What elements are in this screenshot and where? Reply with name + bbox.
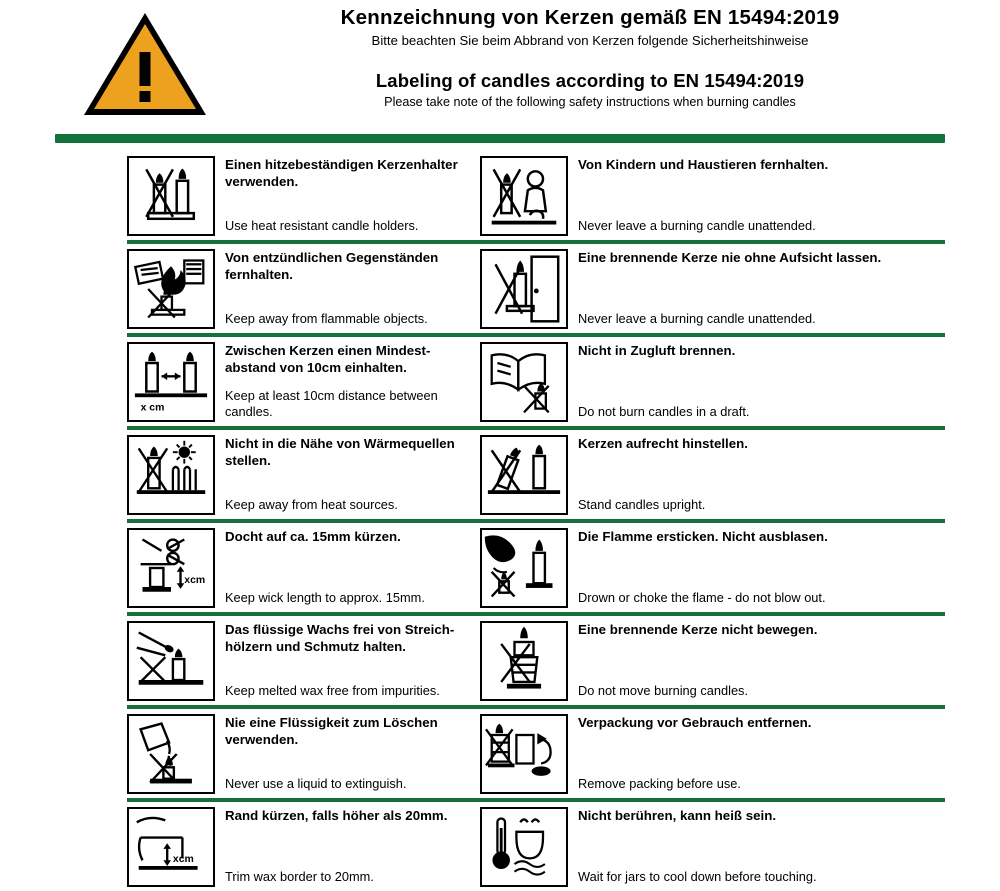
instruction-de: Von entzündlichen Gegenständen fernhalten. <box>225 250 439 282</box>
do-not-move-candle-icon <box>480 621 568 701</box>
instruction-row <box>0 616 1000 705</box>
instruction-item <box>0 249 470 329</box>
instruction-en: Never use a liquid to extinguish. <box>225 775 407 791</box>
header-divider <box>55 134 945 143</box>
svg-text:xcm: xcm <box>184 575 206 587</box>
instruction-texts <box>568 528 1000 608</box>
trim-wick-icon <box>127 528 215 608</box>
instruction-de: Rand kürzen, falls höher als 20mm. <box>225 808 448 823</box>
svg-text:xcm: xcm <box>172 854 194 866</box>
instructions-list <box>0 149 1000 891</box>
instruction-de: Nicht berühren, kann heiß sein. <box>578 808 777 823</box>
instruction-texts <box>568 249 1000 329</box>
instruction-texts <box>215 156 470 236</box>
clean-wax-icon <box>127 621 215 701</box>
instruction-de: Das flüssige Wachs frei von Streich-hölzern und Schmutz halten. <box>225 622 455 654</box>
heat-source-icon <box>127 435 215 515</box>
instruction-row <box>0 151 1000 240</box>
upright-candle-icon <box>480 435 568 515</box>
instruction-en: Never leave a burning candle unattended. <box>578 310 816 326</box>
header-text <box>290 6 1000 110</box>
remove-packaging-icon <box>480 714 568 794</box>
instruction-en: Never leave a burning candle unattended. <box>578 217 816 233</box>
instruction-en: Remove packing before use. <box>578 775 741 791</box>
instruction-de: Nicht in die Nähe von Wärmequellen stellen. <box>225 436 455 468</box>
instruction-item <box>0 714 470 794</box>
instruction-en: Do not move burning candles. <box>578 682 749 698</box>
instruction-item <box>0 435 470 515</box>
title-de: Kennzeichnung von Kerzen gemäß EN 15494:2019 <box>340 6 840 29</box>
instruction-de: Die Flamme ersticken. Nicht ausblasen. <box>578 529 828 544</box>
instruction-en: Trim wax border to 20mm. <box>225 868 374 884</box>
instruction-row <box>0 244 1000 333</box>
instruction-item <box>0 621 470 701</box>
instruction-item <box>470 528 1000 608</box>
instruction-texts <box>568 621 1000 701</box>
instruction-texts <box>215 249 470 329</box>
instruction-de: Nicht in Zugluft brennen. <box>578 343 736 358</box>
instruction-item <box>0 342 470 422</box>
instruction-de: Einen hitzebeständigen Kerzenhalter verwenden. <box>225 157 458 189</box>
instruction-de: Von Kindern und Haustieren fernhalten. <box>578 157 829 172</box>
instruction-row <box>0 430 1000 519</box>
hot-jar-icon <box>480 807 568 887</box>
instruction-row <box>0 802 1000 891</box>
instruction-item <box>0 807 470 887</box>
instruction-row <box>0 709 1000 798</box>
unattended-candle-icon <box>480 249 568 329</box>
instruction-item <box>470 342 1000 422</box>
instruction-texts <box>568 714 1000 794</box>
warning-sign-container <box>0 6 290 120</box>
instruction-texts <box>215 621 470 701</box>
instruction-item <box>470 435 1000 515</box>
instruction-de: Eine brennende Kerze nie ohne Aufsicht lassen. <box>578 250 882 265</box>
instruction-en: Keep away from heat sources. <box>225 496 398 512</box>
instruction-row <box>0 337 1000 426</box>
candle-holder-icon <box>127 156 215 236</box>
instruction-en: Keep wick length to approx. 15mm. <box>225 589 425 605</box>
instruction-en: Stand candles upright. <box>578 496 706 512</box>
instruction-de: Kerzen aufrecht hinstellen. <box>578 436 748 451</box>
candle-distance-icon <box>127 342 215 422</box>
instruction-item <box>470 621 1000 701</box>
instruction-de: Zwischen Kerzen einen Mindest-abstand von 10cm einhalten. <box>225 343 431 375</box>
title-en: Labeling of candles according to EN 15494:2019 <box>375 70 805 92</box>
instruction-item <box>470 807 1000 887</box>
instruction-en: Keep away from flammable objects. <box>225 310 428 326</box>
flammable-objects-icon <box>127 249 215 329</box>
instruction-texts <box>215 807 470 887</box>
instruction-de: Verpackung vor Gebrauch entfernen. <box>578 715 812 730</box>
instruction-item <box>470 714 1000 794</box>
instruction-texts <box>215 435 470 515</box>
children-pets-icon <box>480 156 568 236</box>
instruction-de: Nie eine Flüssigkeit zum Löschen verwenden. <box>225 715 438 747</box>
draft-icon <box>480 342 568 422</box>
instruction-texts <box>568 435 1000 515</box>
instruction-en: Keep melted wax free from impurities. <box>225 682 440 698</box>
svg-text:x cm: x cm <box>140 402 165 414</box>
instruction-texts <box>568 342 1000 422</box>
instruction-texts <box>568 156 1000 236</box>
instruction-row <box>0 523 1000 612</box>
instruction-texts <box>568 807 1000 887</box>
warning-triangle-exclamation-icon <box>81 8 209 120</box>
instruction-en: Wait for jars to cool down before touching. <box>578 868 817 884</box>
instruction-en: Use heat resistant candle holders. <box>225 217 419 233</box>
extinguish-flame-icon <box>480 528 568 608</box>
instruction-item <box>0 528 470 608</box>
instruction-texts <box>215 342 470 422</box>
trim-wax-border-icon <box>127 807 215 887</box>
instruction-en: Keep at least 10cm distance between candles. <box>225 387 438 419</box>
instruction-de: Eine brennende Kerze nicht bewegen. <box>578 622 818 637</box>
instruction-texts <box>215 714 470 794</box>
instruction-item <box>0 156 470 236</box>
instruction-item <box>470 156 1000 236</box>
instruction-de: Docht auf ca. 15mm kürzen. <box>225 529 401 544</box>
instruction-en: Do not burn candles in a draft. <box>578 403 750 419</box>
instruction-texts <box>215 528 470 608</box>
subtitle-en: Please take note of the following safety instructions when burning candles <box>384 94 796 109</box>
header <box>0 0 1000 120</box>
instruction-en: Drown or choke the flame - do not blow out. <box>578 589 826 605</box>
no-liquid-icon <box>127 714 215 794</box>
subtitle-de: Bitte beachten Sie beim Abbrand von Kerzen folgende Sicherheitshinweise <box>371 32 809 48</box>
instruction-item <box>470 249 1000 329</box>
